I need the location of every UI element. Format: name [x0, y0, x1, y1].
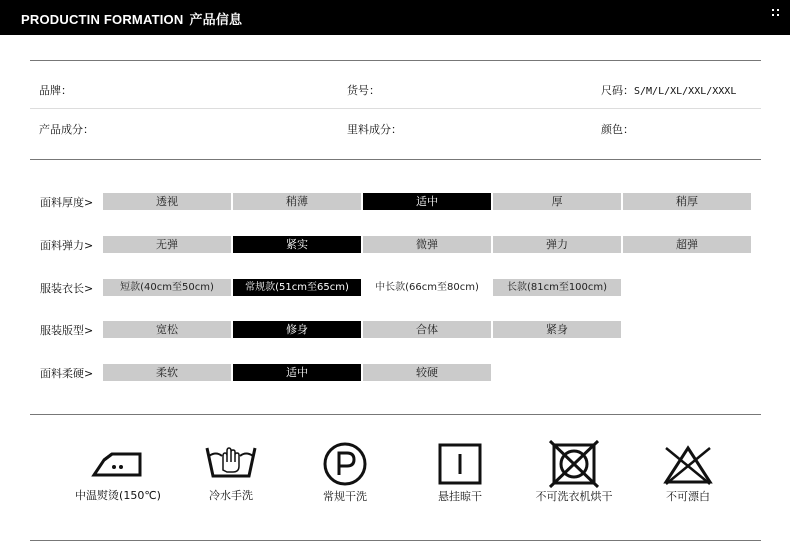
hang-dry-label: 悬挂晾干 — [438, 490, 482, 503]
elasticity-option: 超弹 — [623, 236, 751, 253]
fit-option-selected: 修身 — [233, 321, 361, 338]
no-bleach-label: 不可漂白 — [666, 490, 710, 503]
softness-option: 较硬 — [363, 364, 491, 381]
no-bleach-icon — [660, 440, 716, 488]
fit-option: 合体 — [363, 321, 491, 338]
care-item-no-bleach — [643, 440, 733, 504]
elasticity-label: 面料弹力> — [40, 239, 94, 252]
page-title — [21, 9, 242, 28]
thickness-option: 厚 — [493, 193, 621, 210]
softness-option-selected: 适中 — [233, 364, 361, 381]
hang-dry-icon — [432, 440, 488, 488]
care-item-dry-clean — [300, 440, 390, 504]
info-row-divider — [30, 108, 761, 109]
lining-info — [347, 121, 406, 137]
care-item-hand-wash — [186, 440, 276, 503]
softness-option: 柔软 — [103, 364, 231, 381]
care-item-iron — [73, 440, 163, 503]
no-tumble-dry-icon — [546, 440, 602, 488]
elasticity-option: 弹力 — [493, 236, 621, 253]
size-value: S/M/L/XL/XXL/XXXL — [634, 86, 737, 97]
composition-info — [39, 121, 98, 137]
elasticity-option: 微弹 — [363, 236, 491, 253]
elasticity-option: 无弹 — [103, 236, 231, 253]
fit-label: 服装版型> — [40, 324, 94, 337]
size-label: 尺码： — [601, 84, 634, 97]
thickness-option-selected: 适中 — [363, 193, 491, 210]
fit-option: 宽松 — [103, 321, 231, 338]
size-info — [601, 82, 736, 98]
length-label: 服装衣长> — [40, 282, 94, 295]
care-item-no-tumble-dry — [529, 440, 619, 504]
hand-wash-label: 冷水手洗 — [209, 489, 253, 502]
divider — [30, 159, 761, 160]
elasticity-option-selected: 紧实 — [233, 236, 361, 253]
brand-label: 品牌： — [39, 84, 72, 97]
softness-label: 面料柔硬> — [40, 367, 94, 380]
divider — [30, 540, 761, 541]
thickness-option: 稍厚 — [623, 193, 751, 210]
length-option-selected: 常规款(51cm至65cm) — [233, 279, 361, 296]
color-info — [601, 121, 638, 137]
divider — [30, 414, 761, 415]
length-option: 中长款(66cm至80cm) — [363, 279, 491, 296]
iron-icon — [90, 440, 146, 480]
title-cn: 产品信息 — [189, 13, 243, 28]
length-option: 长款(81cm至100cm) — [493, 279, 621, 296]
thickness-option: 透视 — [103, 193, 231, 210]
dry-clean-icon — [317, 440, 373, 488]
lining-label: 里料成分： — [347, 123, 402, 136]
header-bar — [0, 0, 790, 35]
sku-label: 货号： — [347, 84, 380, 97]
composition-label: 产品成分： — [39, 123, 94, 136]
divider — [30, 60, 761, 61]
care-item-hang-dry — [415, 440, 505, 504]
iron-label: 中温熨烫(150℃) — [75, 489, 161, 502]
grip-icon — [772, 9, 780, 17]
brand-info — [39, 82, 76, 98]
color-label: 颜色： — [601, 123, 634, 136]
no-tumble-dry-label: 不可洗衣机烘干 — [535, 490, 613, 503]
hand-wash-icon — [203, 440, 259, 480]
dry-clean-label: 常规干洗 — [323, 490, 367, 503]
title-en: PRODUCTIN FORMATION — [21, 12, 184, 27]
thickness-option: 稍薄 — [233, 193, 361, 210]
sku-info — [347, 82, 384, 98]
thickness-label: 面料厚度> — [40, 196, 94, 209]
fit-option: 紧身 — [493, 321, 621, 338]
length-option: 短款(40cm至50cm) — [103, 279, 231, 296]
